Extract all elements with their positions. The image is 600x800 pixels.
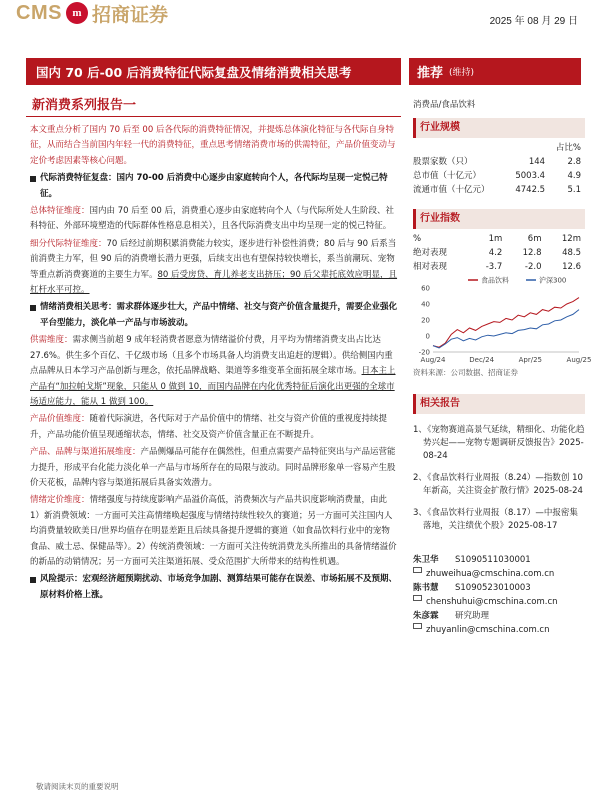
- legend-label: 沪深300: [539, 276, 567, 285]
- paragraph: [30, 204, 398, 235]
- bullet-heading: 情绪消费相关思考：需求群体逐步壮大，产品中情绪、社交与资产价值含量提升，需要企业强化平台型能力，淡化单一产品与市场波动。: [40, 302, 398, 328]
- logo-mark-icon: m: [66, 2, 88, 24]
- industry-index-title: 行业指数: [413, 209, 585, 229]
- analyst-email[interactable]: zhuyanlin@cmschina.com.cn: [426, 625, 550, 635]
- row-label: 流通市值（十亿元）: [413, 185, 490, 195]
- analyst-name: 陈书慧: [413, 583, 439, 593]
- paragraph: [30, 445, 398, 491]
- main-body: [30, 123, 398, 603]
- table-header-row: [413, 232, 585, 246]
- paragraph: [30, 493, 398, 570]
- divider: [26, 116, 401, 117]
- cell: 4.2: [488, 248, 503, 258]
- series-line-csi300: [433, 310, 579, 348]
- bullet-heading: 风险提示：宏观经济超预期扰动、市场竞争加剧、测算结果可能存在误差、市场拓展不及预期、原材料价格上涨。: [40, 574, 398, 600]
- bullet-2: [30, 300, 398, 331]
- paragraph-label: 总体特征维度：: [30, 206, 90, 217]
- x-tick-label: Dec/24: [469, 356, 495, 364]
- logo-text-cn: 招商证券: [91, 3, 168, 26]
- analyst-email[interactable]: zhuweihua@cmschina.com.cn: [426, 569, 555, 579]
- row-value: 4742.5: [515, 185, 546, 195]
- table-row: [413, 260, 585, 274]
- scale-col-header: 占比%: [555, 143, 581, 153]
- y-tick-label: 20: [421, 316, 430, 325]
- rating-sub: (维持): [449, 68, 475, 78]
- analyst-id: S1090511030001: [455, 555, 531, 565]
- table-row: [413, 246, 585, 260]
- row-pct: 5.1: [567, 185, 581, 195]
- industry-index-table: [413, 232, 585, 274]
- analyst-row: [413, 595, 585, 609]
- analyst-row: [413, 609, 585, 623]
- paragraph-text: 随着代际演进，各代际对于产品价值中的情绪、社交与资产价值的重视度持续提升，产品功能价值呈现通缩状态，情绪、社交及资产价值含量正在不断提升。: [30, 414, 388, 440]
- col-header: 6m: [527, 234, 542, 244]
- industry-label: 消费品/食品饮料: [413, 100, 476, 110]
- table-row: [413, 183, 585, 197]
- rating-badge: [409, 58, 581, 85]
- analyst-id: 研究助理: [455, 611, 490, 621]
- industry-scale-table: [413, 141, 585, 197]
- cell: 48.5: [562, 248, 581, 258]
- paragraph-text: 情绪强度与持续度影响产品溢价高低，消费频次与产品共识度影响消费量，由此 1）新消费领域：一方面可关注高情绪唤起强度与情绪持续性较久的赛道；另一方面可关注国内人均消费量较欧美日/世界均值存在明显差距且后续具备提升逻辑的赛道（如食品饮料行业中的宠物食品、威士忌、保健品等）。2）传统消费领域：一方面可关注传统消费龙头所推出的具备情绪溢价的新品的动销情况；另一方面可关注渠道拓展、受众范围扩大所带来的结构性机遇。: [30, 495, 397, 567]
- row-value: 5003.4: [515, 171, 546, 181]
- paragraph-text: 70 后经过前期积累消费能力较实，逐步进行补偿性消费；80 后与 90 后系当前消费主力军，但 90 后的消费增长潜力更强，后续支出也有望保持较快增长，系当前潮玩、宠物等重点新消费赛道的主要生力军。: [30, 238, 397, 280]
- industry-scale-title: 行业规模: [413, 118, 585, 138]
- analyst-list: [413, 553, 585, 637]
- related-report-item[interactable]: [413, 472, 585, 498]
- series-line-food-beverage: [433, 298, 579, 348]
- paragraph-label: 细分代际特征维度：: [30, 238, 107, 249]
- col-header: 1m: [488, 234, 503, 244]
- paragraph: [30, 333, 398, 410]
- analyst-email[interactable]: chenshuhui@cmschina.com.cn: [426, 597, 558, 607]
- related-reports-title: 相关报告: [413, 394, 585, 414]
- cms-logo: [16, 0, 168, 26]
- cell: 12.6: [562, 262, 581, 272]
- sidebar: [413, 118, 592, 637]
- cell: -3.7: [485, 262, 503, 272]
- row-value: 144: [528, 157, 546, 167]
- row-label: 股票家数（只）: [413, 157, 473, 167]
- row-label: 总市值（十亿元）: [413, 171, 482, 181]
- analyst-name: 朱彦霖: [413, 611, 439, 621]
- row-pct: 2.8: [567, 157, 581, 167]
- paragraph-text: 产品侧爆品可能存在偶然性，但重点需要产品特征突出与产品运营能力提升，形成平台化能力淡化单一产品与市场所存在的局限与波动。同时品牌形象单一容易产生股价天花板，品牌内容与渠道拓展后具备实效潜力。: [30, 447, 396, 488]
- y-tick-label: 40: [421, 300, 430, 309]
- y-tick-label: 60: [421, 284, 430, 293]
- paragraph-label: 产品、品牌与渠道拓展维度：: [30, 447, 141, 458]
- x-tick-label: Apr/25: [518, 356, 543, 364]
- table-row: [413, 169, 585, 183]
- row-pct: 4.9: [567, 171, 581, 181]
- bullet-1: [30, 171, 398, 202]
- report-number: 1、: [413, 425, 427, 435]
- analyst-row: [413, 567, 585, 581]
- report-date: 2025 年 08 月 29 日: [489, 16, 578, 27]
- paragraph-text: 国内由 70 后至 00 后，消费重心逐步由家庭转向个人（与代际所处人生阶段、社科特征、外部环境塑造的代际群体性格息息相关），且各代际消费支出中均呈现一定的悦己特征。: [30, 206, 394, 232]
- x-tick-label: Aug/25: [566, 356, 592, 364]
- logo-text-en: CMS: [16, 1, 62, 24]
- bullet-3: [30, 572, 398, 603]
- col-header: %: [413, 234, 422, 244]
- email-icon: [413, 567, 422, 573]
- report-text: 《食品饮料行业周报（8.24）—指数创 10 年新高，关注资金扩散行情》2025-08-24: [423, 473, 583, 496]
- related-report-item[interactable]: [413, 507, 585, 533]
- row-label: 绝对表现: [413, 248, 448, 258]
- cell: 12.8: [522, 248, 542, 258]
- report-number: 3、: [413, 508, 427, 518]
- analyst-row: [413, 553, 585, 567]
- industry-index-chart: [413, 274, 592, 366]
- email-icon: [413, 623, 422, 629]
- related-report-item[interactable]: [413, 424, 585, 463]
- paragraph-underlined: 日本主上产品有“加拉帕戈斯”现象，只能从 0 做到 10，而国内品牌在内化优秀特征后演化出更强的全球市场适应能力，能从 1 做到 100。: [30, 366, 396, 407]
- bullet-heading: 代际消费特征复盘：国内 70-00 后消费中心逐步由家庭转向个人，各代际均呈现一定悦己特征。: [40, 173, 388, 199]
- x-tick-label: Aug/24: [420, 356, 446, 364]
- analyst-row: [413, 623, 585, 637]
- report-text: 《宠物赛道高景气延续，精细化、功能化趋势兴起——宠物专题调研反馈报告》2025-08-24: [423, 425, 585, 461]
- paragraph-underlined: 80 后受房贷、育儿养老支出挤压；90 后父辈托底效应明显，且杠杆水平可控。: [30, 269, 398, 296]
- email-icon: [413, 595, 422, 601]
- row-label: 相对表现: [413, 262, 448, 272]
- analyst-name: 朱卫华: [413, 555, 439, 565]
- analyst-row: [413, 581, 585, 595]
- cell: -2.0: [524, 262, 542, 272]
- paragraph-label: 供需维度：: [30, 335, 73, 346]
- paragraph: [30, 412, 398, 443]
- paragraph-label: 产品价值维度：: [30, 414, 90, 425]
- legend-label: 食品饮料: [481, 276, 509, 285]
- report-number: 2、: [413, 473, 427, 483]
- paragraph-text: 需求侧当前超 9 成年轻消费者愿意为情绪溢价付费，月平均为情绪消费支出占比达 27.6%。供生多个百亿、千亿级市场（且多个市场具备人均消费支出追赶的逻辑）。供给侧国内重点品牌从日本学习产品创新与理念，依托品牌战略、渠道等多维变革全面拓展全球市场。: [30, 335, 393, 377]
- report-title: 国内 70 后-00 后消费特征代际复盘及情绪消费相关思考: [26, 58, 401, 85]
- abstract: 本文重点分析了国内 70 后至 00 后各代际的消费特征情况，并提炼总体演化特征与各代际自身特征，从而结合当前国内年轻一代的消费特征，重点思考情绪消费市场的供需特征，产品价值变动与定价考虑因素等核心问题。: [30, 125, 396, 166]
- chart-source: 资料来源：公司数据、招商证券: [413, 368, 518, 377]
- report-text: 《食品饮料行业周报（8.17）—中报密集落地，关注绩优个股》2025-08-17: [423, 508, 578, 531]
- table-row: [413, 155, 585, 169]
- footer-note: 敬请阅读末页的重要说明: [36, 782, 119, 791]
- rating-main: 推荐: [417, 66, 444, 81]
- paragraph: [30, 237, 398, 299]
- series-title: 新消费系列报告一: [32, 98, 137, 113]
- col-header: 12m: [561, 234, 581, 244]
- analyst-id: S1090523010003: [455, 583, 531, 593]
- y-tick-label: 0: [425, 332, 430, 341]
- paragraph-label: 情绪定价维度：: [30, 495, 90, 506]
- y-tick-label: -20: [418, 348, 430, 357]
